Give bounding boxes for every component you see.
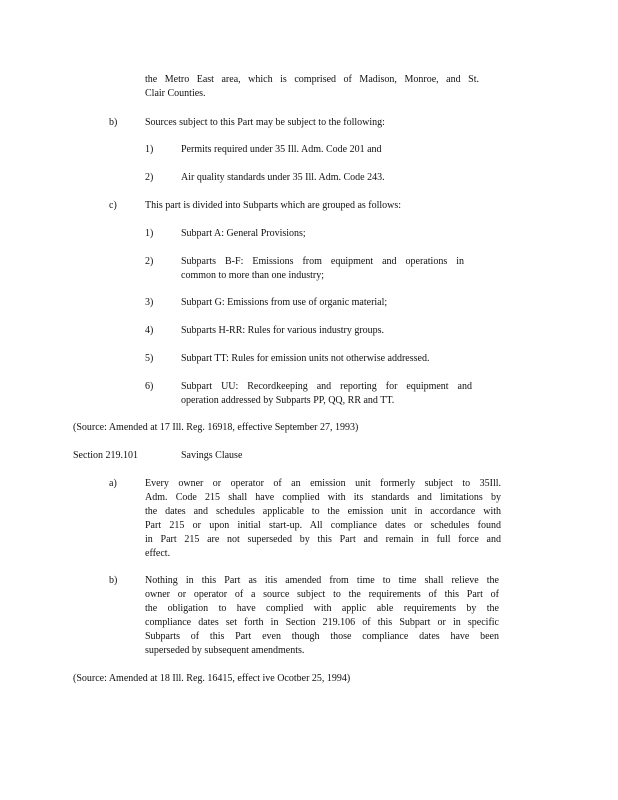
source-note: (Source: Amended at 17 Ill. Reg. 16918, effective September 27, 1993): [73, 422, 359, 433]
section-b-line: superseded by subsequent amendments.: [145, 645, 305, 656]
item-b2-text: Air quality standards under 35 Ill. Adm. Code 243.: [181, 172, 385, 183]
section-a-line: Adm. Code 215 shall have complied with its standards and limitations by: [145, 492, 501, 503]
item-c5-text: Subpart TT: Rules for emission units not otherwise addressed.: [181, 353, 430, 364]
item-c6-line: Subpart UU: Recordkeeping and reporting for equipment and: [181, 381, 472, 392]
item-c1-num: 1): [145, 228, 154, 239]
item-c2-line: Subparts B-F: Emissions from equipment and operations in: [181, 256, 464, 267]
item-c2-text: [181, 255, 464, 283]
section-b-paragraph: [145, 574, 499, 658]
item-c2-line: common to more than one industry;: [181, 270, 325, 281]
section-a-line: Every owner or operator of an emission unit formerly subject to 35Ill.: [145, 478, 501, 489]
intro-line: Clair Counties.: [145, 88, 206, 99]
section-b-line: Nothing in this Part as itis amended from time to time shall relieve the: [145, 575, 499, 586]
item-c6-num: 6): [145, 381, 154, 392]
section-number: Section 219.101: [73, 450, 138, 461]
section-a-line: in Part 215 are not superseded by this Part and remain in full force and: [145, 534, 501, 545]
section-a-line: Part 215 or upon initial start-up. All compliance dates or schedules found: [145, 520, 501, 531]
item-c4-text: Subparts H-RR: Rules for various industry groups.: [181, 325, 385, 336]
section-title: Savings Clause: [181, 450, 243, 461]
section-b-line: the obligation to have complied with applic able requirements by the: [145, 603, 499, 614]
item-c2-num: 2): [145, 256, 154, 267]
section-a-label: a): [109, 478, 117, 489]
item-c6-line: operation addressed by Subparts PP, QQ, RR and TT.: [181, 395, 395, 406]
item-b-label: b): [109, 117, 118, 128]
item-b2-num: 2): [145, 172, 154, 183]
item-c6-text: [181, 380, 472, 408]
item-c3-num: 3): [145, 297, 154, 308]
section-b-line: compliance dates set forth in Section 219.106 of this Subpart or in specific: [145, 617, 499, 628]
item-c4-num: 4): [145, 325, 154, 336]
item-c1-text: Subpart A: General Provisions;: [181, 228, 306, 239]
item-c5-num: 5): [145, 353, 154, 364]
section-b-label: b): [109, 575, 118, 586]
section-a-line: the dates and schedules applicable to the emission unit in accordance with: [145, 506, 501, 517]
section-b-line: owner or operator of a source subject to the requirements of this Part of: [145, 589, 499, 600]
source-note: (Source: Amended at 18 Ill. Reg. 16415, effect ive Ocotber 25, 1994): [73, 673, 351, 684]
item-b1-text: Permits required under 35 Ill. Adm. Code 201 and: [181, 144, 382, 155]
item-c-label: c): [109, 200, 117, 211]
section-b-line: Subparts of this Part even though those compliance dates have been: [145, 631, 499, 642]
item-c3-text: Subpart G: Emissions from use of organic material;: [181, 297, 388, 308]
item-b-text: Sources subject to this Part may be subject to the following:: [145, 117, 385, 128]
section-a-paragraph: [145, 477, 501, 561]
item-c-text: This part is divided into Subparts which are grouped as follows:: [145, 200, 402, 211]
item-b1-num: 1): [145, 144, 154, 155]
intro-paragraph: [145, 73, 479, 101]
section-a-line: effect.: [145, 548, 171, 559]
intro-line: the Metro East area, which is comprised of Madison, Monroe, and St.: [145, 74, 479, 85]
